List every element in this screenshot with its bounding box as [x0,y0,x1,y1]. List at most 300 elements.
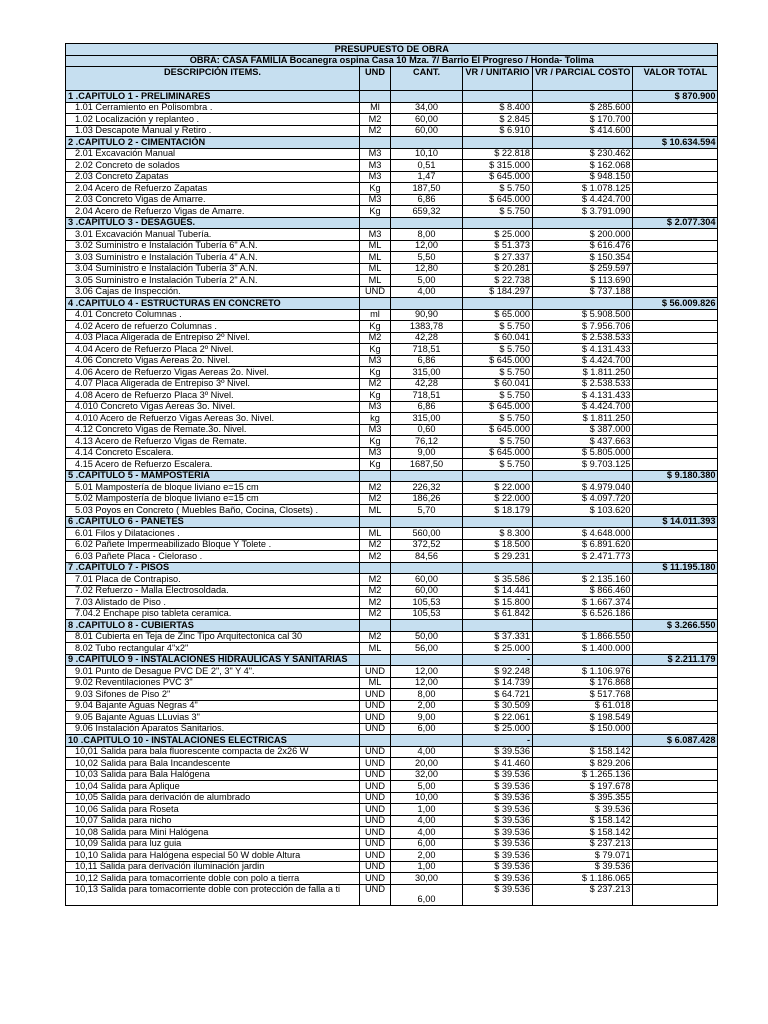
item-description: 10,05 Salida para derivación de alumbrado [66,792,360,804]
item-row [66,792,718,804]
partial-cost: $ 2.135.160 [533,574,633,586]
item-description: 10,12 Salida para tomacorriente doble con polo a tierra [66,873,360,885]
item-description: 4.14 Concreto Escalera. [66,447,360,459]
quantity: 659,32 [391,206,463,218]
unit: UND [360,689,391,701]
chapter-unit-value [463,137,533,149]
item-row [66,114,718,126]
item-description: 3.01 Excavación Manual Tubería. [66,229,360,241]
chapter-partial-cost [533,516,633,528]
unit-value: $ 5.750 [463,206,533,218]
unit: M2 [360,597,391,609]
item-row [66,539,718,551]
total-value [633,815,718,827]
total-value [633,171,718,183]
item-row [66,643,718,655]
item-row [66,252,718,264]
item-row [66,332,718,344]
item-description: 3.06 Cajas de Inspección. [66,286,360,298]
partial-cost: $ 150.000 [533,723,633,735]
total-value [633,447,718,459]
total-value [633,712,718,724]
quantity: 56,00 [391,643,463,655]
item-description: 10,09 Salida para luz guia [66,838,360,850]
unit: UND [360,769,391,781]
item-description: 3.02 Suministro e Instalación Tubería 6" A.N. [66,240,360,252]
unit-value: $ 22.738 [463,275,533,287]
chapter-partial-cost [533,654,633,666]
quantity: 42,28 [391,332,463,344]
partial-cost: $ 197.678 [533,781,633,793]
partial-cost: $ 198.549 [533,712,633,724]
partial-cost: $ 4.424.700 [533,194,633,206]
partial-cost: $ 4.979.040 [533,482,633,494]
unit: UND [360,700,391,712]
total-value [633,758,718,770]
item-row [66,321,718,333]
partial-cost: $ 79.071 [533,850,633,862]
quantity: 76,12 [391,436,463,448]
unit: UND [360,861,391,873]
item-row [66,286,718,298]
item-row [66,528,718,540]
unit: M3 [360,171,391,183]
unit-value: $ 39.536 [463,815,533,827]
partial-cost: $ 1.811.250 [533,413,633,425]
project-description: OBRA: CASA FAMILIA Bocanegra ospina Casa 10 Mza. 7/ Barrio El Progreso / Honda- Tolima [66,55,718,67]
chapter-item-description: 10 .CAPITULO 10 - INSTALACIONES ELECTRICAS [66,735,360,747]
chapter-row [66,516,718,528]
unit: ML [360,252,391,264]
unit: M2 [360,539,391,551]
partial-cost: $ 162.068 [533,160,633,172]
chapter-row [66,735,718,747]
item-description: 9.02 Reventilaciones PVC 3" [66,677,360,689]
unit-value: $ 39.536 [463,769,533,781]
item-description: 3.03 Suministro e Instalación Tubería 4" A.N. [66,252,360,264]
unit-value: $ 60.041 [463,378,533,390]
quantity: 6,86 [391,401,463,413]
chapter-partial-cost [533,91,633,103]
chapter-item-description: 5 .CAPITULO 5 - MAMPOSTERIA [66,470,360,482]
quantity: 187,50 [391,183,463,195]
chapter-quantity [391,298,463,310]
chapter-row [66,91,718,103]
partial-cost: $ 6.891.620 [533,539,633,551]
total-value [633,482,718,494]
chapter-total-value: $ 56.009.826 [633,298,718,310]
partial-cost: $ 285.600 [533,102,633,114]
unit-value: $ 92.248 [463,666,533,678]
unit-value: $ 18.179 [463,505,533,517]
item-row [66,206,718,218]
partial-cost: $ 158.142 [533,815,633,827]
partial-cost: $ 158.142 [533,827,633,839]
partial-cost: $ 3.791.090 [533,206,633,218]
quantity: 60,00 [391,585,463,597]
chapter-unit [360,654,391,666]
unit: M2 [360,551,391,563]
title-row [66,44,718,56]
total-value [633,643,718,655]
item-row [66,263,718,275]
unit: UND [360,815,391,827]
unit: Kg [360,436,391,448]
unit: Kg [360,459,391,471]
unit-value: $ 35.586 [463,574,533,586]
item-description: 10,01 Salida para bala fluorescente compacta de 2x26 W [66,746,360,758]
chapter-row [66,137,718,149]
item-row [66,160,718,172]
chapter-unit-value [463,298,533,310]
unit-value: $ 645.000 [463,355,533,367]
unit: UND [360,758,391,770]
quantity: 226,32 [391,482,463,494]
quantity: 5,00 [391,781,463,793]
unit-value: $ 39.536 [463,781,533,793]
chapter-quantity [391,516,463,528]
item-row [66,229,718,241]
unit: UND [360,884,391,905]
chapter-unit-value [463,470,533,482]
partial-cost: $ 2.538.533 [533,378,633,390]
quantity: 90,90 [391,309,463,321]
unit-value: $ 39.536 [463,746,533,758]
partial-cost: $ 387.000 [533,424,633,436]
header-partial-cost: VR / PARCIAL COSTO [533,67,633,91]
quantity: 10,10 [391,148,463,160]
partial-cost: $ 414.600 [533,125,633,137]
chapter-item-description: 2 .CAPITULO 2 - CIMENTACIÓN [66,137,360,149]
unit: UND [360,723,391,735]
item-description: 3.04 Suministro e Instalación Tubería 3" A.N. [66,263,360,275]
quantity: 5,50 [391,252,463,264]
chapter-unit-value [463,217,533,229]
item-description: 4.08 Acero de Refuerzo Placa 3º Nivel. [66,390,360,402]
item-row [66,769,718,781]
unit-value: $ 315.000 [463,160,533,172]
unit-value: $ 22.818 [463,148,533,160]
unit: UND [360,850,391,862]
item-row [66,700,718,712]
unit: Kg [360,321,391,333]
total-value [633,677,718,689]
item-row [66,459,718,471]
chapter-unit [360,516,391,528]
budget-table [65,43,718,906]
chapter-quantity [391,735,463,747]
total-value [633,723,718,735]
item-description: 10,03 Salida para Bala Halógena [66,769,360,781]
unit: ML [360,275,391,287]
quantity: 4,00 [391,746,463,758]
unit-value: $ 37.331 [463,631,533,643]
partial-cost: $ 113.690 [533,275,633,287]
item-description: 7.04.2 Enchape piso tableta ceramica. [66,608,360,620]
partial-cost: $ 437.663 [533,436,633,448]
item-row [66,861,718,873]
unit: UND [360,838,391,850]
chapter-row [66,470,718,482]
unit: M3 [360,355,391,367]
unit-value: $ 18.500 [463,539,533,551]
total-value [633,873,718,885]
partial-cost: $ 4.648.000 [533,528,633,540]
chapter-partial-cost [533,137,633,149]
item-description: 1.02 Localización y replanteo . [66,114,360,126]
partial-cost: $ 1.265.136 [533,769,633,781]
item-row [66,102,718,114]
partial-cost: $ 230.462 [533,148,633,160]
item-description: 5.01 Mampostería de bloque liviano e=15 cm [66,482,360,494]
unit: ML [360,528,391,540]
quantity: 4,00 [391,286,463,298]
item-description: 5.03 Poyos en Concreto ( Muebles Baño, Cocina, Closets) . [66,505,360,517]
item-row [66,689,718,701]
quantity: 60,00 [391,114,463,126]
partial-cost: $ 103.620 [533,505,633,517]
item-description: 4.03 Placa Aligerada de Entrepiso 2º Nivel. [66,332,360,344]
unit: M2 [360,482,391,494]
unit: UND [360,666,391,678]
header-unit: UND [360,67,391,91]
total-value [633,390,718,402]
unit-value: $ 29.231 [463,551,533,563]
partial-cost: $ 4.131.433 [533,390,633,402]
unit: M2 [360,332,391,344]
partial-cost: $ 1.866.550 [533,631,633,643]
item-row [66,850,718,862]
unit: M2 [360,493,391,505]
total-value [633,286,718,298]
unit-value: $ 5.750 [463,183,533,195]
quantity: 315,00 [391,367,463,379]
quantity: 6,86 [391,355,463,367]
partial-cost: $ 829.206 [533,758,633,770]
unit: UND [360,827,391,839]
total-value [633,401,718,413]
partial-cost: $ 237.213 [533,838,633,850]
chapter-item-description: 1 .CAPITULO 1 - PRELIMINARES [66,91,360,103]
chapter-unit [360,91,391,103]
quantity: 6,00 [391,723,463,735]
quantity: 1,00 [391,804,463,816]
item-description: 4.02 Acero de refuerzo Columnas . [66,321,360,333]
item-description: 6.01 Filos y Dilataciones . [66,528,360,540]
total-value [633,884,718,905]
quantity: 2,00 [391,850,463,862]
unit-value: $ 39.536 [463,804,533,816]
chapter-partial-cost [533,562,633,574]
item-description: 2.03 Concreto Vigas de Amarre. [66,194,360,206]
partial-cost: $ 5.908.500 [533,309,633,321]
partial-cost: $ 200.000 [533,229,633,241]
item-row [66,781,718,793]
total-value [633,424,718,436]
total-value [633,148,718,160]
unit: M3 [360,194,391,206]
unit-value: $ 5.750 [463,390,533,402]
chapter-unit [360,562,391,574]
unit-value: $ 39.536 [463,838,533,850]
chapter-unit-value [463,562,533,574]
item-row [66,401,718,413]
chapter-quantity [391,470,463,482]
quantity: 32,00 [391,769,463,781]
unit: M3 [360,229,391,241]
unit-value: $ 2.845 [463,114,533,126]
unit-value: $ 15.800 [463,597,533,609]
total-value [633,666,718,678]
quantity: 20,00 [391,758,463,770]
item-row [66,585,718,597]
chapter-total-value: $ 11.195.180 [633,562,718,574]
item-row [66,367,718,379]
quantity: 4,00 [391,827,463,839]
unit: UND [360,792,391,804]
chapter-row [66,562,718,574]
partial-cost: $ 395.355 [533,792,633,804]
unit: UND [360,746,391,758]
item-description: 10,02 Salida para Bala Incandescente [66,758,360,770]
quantity: 315,00 [391,413,463,425]
item-description: 7.03 Alistado de Piso . [66,597,360,609]
partial-cost: $ 39.536 [533,861,633,873]
item-row [66,183,718,195]
quantity: 12,00 [391,240,463,252]
unit: M3 [360,401,391,413]
chapter-item-description: 7 .CAPITULO 7 - PISOS [66,562,360,574]
quantity: 6,86 [391,194,463,206]
chapter-unit [360,620,391,632]
subtitle-row [66,55,718,67]
partial-cost: $ 7.956.706 [533,321,633,333]
unit: Kg [360,390,391,402]
chapter-unit-value: - [463,735,533,747]
quantity: 105,53 [391,608,463,620]
unit: M2 [360,585,391,597]
item-description: 4.07 Placa Aligerada de Entrepiso 3º Nivel. [66,378,360,390]
item-row [66,171,718,183]
unit-value: $ 6.910 [463,125,533,137]
item-row [66,309,718,321]
item-description: 5.02 Mampostería de bloque liviano e=15 cm [66,493,360,505]
item-description: 4.13 Acero de Refuerzo Vigas de Remate. [66,436,360,448]
item-description: 9.03 Sifones de Piso 2" [66,689,360,701]
unit: M3 [360,160,391,172]
partial-cost: $ 1.811.250 [533,367,633,379]
quantity: 1383,78 [391,321,463,333]
quantity: 60,00 [391,574,463,586]
unit: M2 [360,574,391,586]
quantity: 42,28 [391,378,463,390]
item-description: 2.03 Concreto Zapatas [66,171,360,183]
partial-cost: $ 1.078.125 [533,183,633,195]
quantity: 50,00 [391,631,463,643]
chapter-item-description: 8 .CAPITULO 8 - CUBIERTAS [66,620,360,632]
item-description: 10,13 Salida para tomacorriente doble con protección de falla a ti [66,884,360,905]
quantity: 1687,50 [391,459,463,471]
chapter-quantity [391,562,463,574]
header-total-value: VALOR TOTAL [633,67,718,91]
quantity: 10,00 [391,792,463,804]
chapter-item-description: 3 .CAPITULO 3 - DESAGUES. [66,217,360,229]
total-value [633,309,718,321]
total-value [633,263,718,275]
total-value [633,459,718,471]
chapter-total-value: $ 3.266.550 [633,620,718,632]
quantity: 5,00 [391,275,463,287]
quantity: 372,52 [391,539,463,551]
item-row [66,447,718,459]
quantity: 560,00 [391,528,463,540]
total-value [633,229,718,241]
total-value [633,355,718,367]
unit-value: $ 39.536 [463,884,533,905]
partial-cost: $ 4.131.433 [533,344,633,356]
item-description: 2.02 Concreto de solados [66,160,360,172]
partial-cost: $ 259.597 [533,263,633,275]
item-description: 4.04 Acero de Refuerzo Placa 2º Nivel. [66,344,360,356]
item-description: 4.010 Acero de Refuerzo Vigas Aereas 3o. Nivel. [66,413,360,425]
total-value [633,160,718,172]
item-description: 1.01 Cerramiento en Polisombra . [66,102,360,114]
quantity: 2,00 [391,700,463,712]
total-value [633,505,718,517]
item-description: 10,04 Salida para Aplique [66,781,360,793]
item-description: 8.02 Tubo rectangular 4"x2" [66,643,360,655]
item-description: 7.01 Placa de Contrapiso. [66,574,360,586]
total-value [633,275,718,287]
item-row [66,873,718,885]
total-value [633,206,718,218]
partial-cost: $ 1.186.065 [533,873,633,885]
item-row [66,804,718,816]
item-description: 4.01 Concreto Columnas . [66,309,360,321]
chapter-item-description: 4 .CAPITULO 4 - ESTRUCTURAS EN CONCRETO [66,298,360,310]
unit-value: $ 8.300 [463,528,533,540]
unit-value: $ 65.000 [463,309,533,321]
chapter-row [66,654,718,666]
total-value [633,746,718,758]
item-row [66,723,718,735]
item-description: 4.06 Acero de Refuerzo Vigas Aereas 2o. Nivel. [66,367,360,379]
item-row [66,413,718,425]
item-description: 2.04 Acero de Refuerzo Zapatas [66,183,360,195]
chapter-unit [360,470,391,482]
item-row [66,608,718,620]
total-value [633,597,718,609]
chapter-quantity [391,137,463,149]
total-value [633,574,718,586]
partial-cost: $ 61.018 [533,700,633,712]
item-description: 2.04 Acero de Refuerzo Vigas de Amarre. [66,206,360,218]
quantity: 30,00 [391,873,463,885]
item-description: 10,07 Salida para nicho [66,815,360,827]
total-value [633,804,718,816]
unit: ML [360,677,391,689]
partial-cost: $ 4.424.700 [533,401,633,413]
unit: M2 [360,125,391,137]
item-row [66,125,718,137]
partial-cost: $ 158.142 [533,746,633,758]
budget-title: PRESUPUESTO DE OBRA [66,44,718,56]
partial-cost: $ 616.476 [533,240,633,252]
item-row [66,390,718,402]
unit-value: $ 61.842 [463,608,533,620]
quantity: 0,60 [391,424,463,436]
total-value [633,413,718,425]
